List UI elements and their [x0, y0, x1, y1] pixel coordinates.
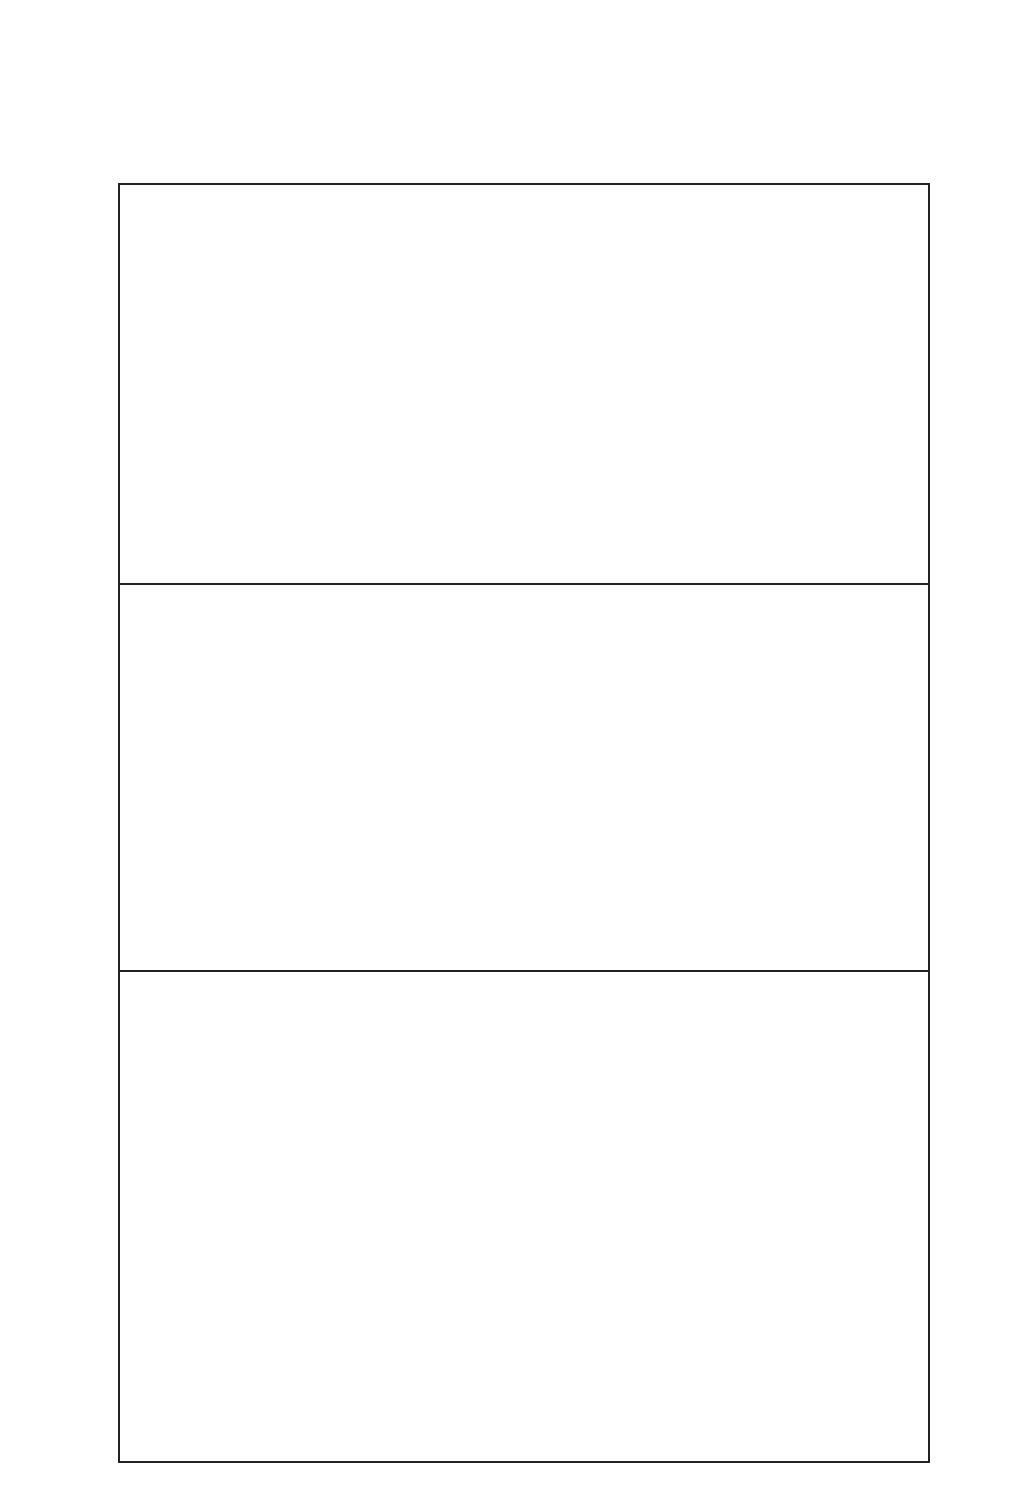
top-panel: [128, 196, 920, 576]
middle-panel: [128, 592, 920, 964]
divider-top: [118, 583, 930, 585]
divider-middle: [118, 970, 930, 972]
bottom-panel: [128, 980, 920, 1455]
